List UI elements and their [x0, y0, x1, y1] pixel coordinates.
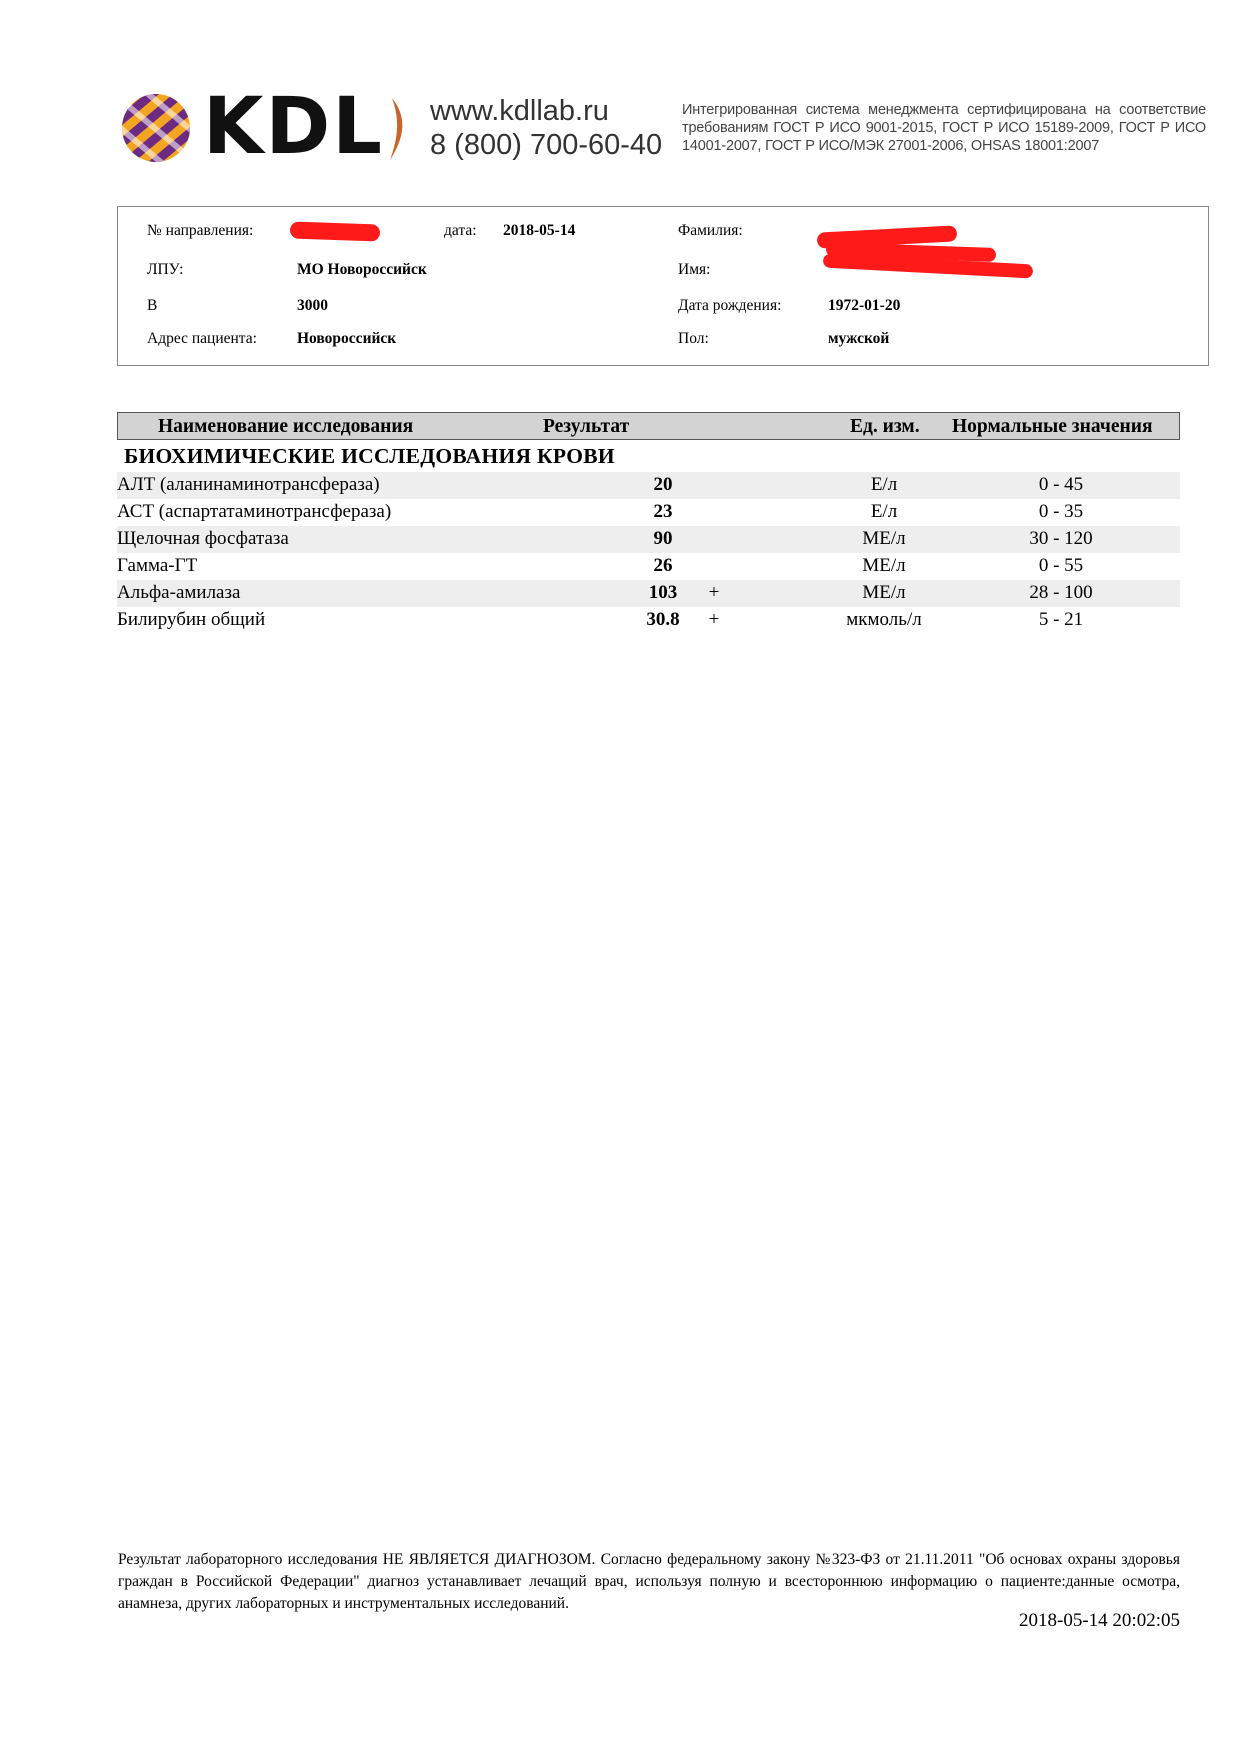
patient-info-box [117, 206, 1209, 366]
test-value: 90 [653, 528, 673, 549]
test-name: АСТ (аспартатаминотрансфераза) [117, 501, 392, 522]
address-label: Адрес пациента: [147, 330, 257, 347]
birth-label: Дата рождения: [678, 297, 782, 314]
address-value: Новороссийск [297, 330, 397, 347]
header-norm: Нормальные значения [952, 416, 1153, 437]
header-result: Результат [543, 416, 630, 437]
test-range: 28 - 100 [1029, 582, 1093, 603]
section-title: БИОХИМИЧЕСКИЕ ИССЛЕДОВАНИЯ КРОВИ [124, 444, 615, 468]
table-row [117, 553, 1180, 580]
results-table-header [117, 412, 1180, 440]
sex-label: Пол: [678, 330, 709, 347]
test-name: АЛТ (аланинаминотрансфераза) [117, 474, 380, 495]
lpu-label: ЛПУ: [147, 261, 184, 278]
test-flag: + [708, 582, 720, 603]
birth-value: 1972-01-20 [828, 297, 901, 314]
test-flag: + [708, 609, 720, 630]
table-row [117, 499, 1180, 526]
certification-text: Интегрированная система менеджмента сертифицирована на соответствие требованиям ГОСТ Р ИСО 9001-2015, ГОСТ Р ИСО 15189-2009, ГОСТ Р ИСО 14001-2007, ГОСТ Р ИСО/МЭК 27001-2006, OHSAS 18001:2007 [682, 102, 1206, 154]
test-range: 0 - 35 [1038, 501, 1084, 522]
referral-redaction [290, 221, 381, 241]
table-row [117, 607, 1180, 634]
test-unit: Е/л [870, 474, 898, 495]
date-value: 2018-05-14 [503, 222, 576, 239]
test-value: 30.8 [646, 609, 680, 630]
header-unit: Ед. изм. [850, 416, 920, 437]
print-timestamp: 2018-05-14 20:02:05 [1019, 1610, 1180, 1631]
lpu-value: МО Новороссийск [297, 261, 427, 278]
phone-number: 8 (800) 700-60-40 [430, 129, 663, 161]
test-name: Альфа-амилаза [117, 582, 241, 603]
test-name: Гамма-ГТ [117, 555, 198, 576]
test-unit: МЕ/л [862, 555, 906, 576]
test-unit: МЕ/л [862, 582, 906, 603]
test-unit: Е/л [870, 501, 898, 522]
b-label: В [147, 297, 158, 314]
test-name: Щелочная фосфатаза [117, 528, 289, 549]
surname-label: Фамилия: [678, 222, 743, 239]
b-value: 3000 [297, 297, 328, 314]
kdl-logo-icon [121, 93, 191, 163]
test-name: Билирубин общий [117, 609, 266, 630]
test-unit: мкмоль/л [846, 609, 922, 630]
test-range: 5 - 21 [1038, 609, 1084, 630]
test-range: 30 - 120 [1029, 528, 1093, 549]
swoosh-icon [386, 96, 408, 162]
sex-value: мужской [828, 330, 890, 347]
referral-label: № направления: [147, 222, 254, 239]
test-value: 26 [653, 555, 673, 576]
name-label: Имя: [678, 261, 711, 278]
website-link[interactable]: www.kdllab.ru [430, 95, 609, 127]
test-value: 23 [653, 501, 673, 522]
table-row [117, 526, 1180, 553]
table-row [117, 472, 1180, 499]
header-name: Наименование исследования [158, 416, 414, 437]
test-value: 20 [653, 474, 673, 495]
test-value: 103 [648, 582, 678, 603]
date-label: дата: [444, 222, 477, 239]
logo-wordmark: KDL [203, 82, 384, 172]
test-unit: МЕ/л [862, 528, 906, 549]
table-row [117, 580, 1180, 607]
test-range: 0 - 45 [1038, 474, 1084, 495]
disclaimer-text: Результат лабораторного исследования НЕ ЯВЛЯЕТСЯ ДИАГНОЗОМ. Согласно федеральному закону №323-ФЗ от 21.11.2011 "Об основах охраны здоровья граждан в Российской Федерации" диагноз устанавливает лечащий врач, используя полную и всестороннюю информацию о пациенте:данные осмотра, анамнеза, других лабораторных и инструментальных исследований. [118, 1551, 1180, 1612]
contact-block [430, 94, 662, 162]
test-range: 0 - 55 [1038, 555, 1084, 576]
